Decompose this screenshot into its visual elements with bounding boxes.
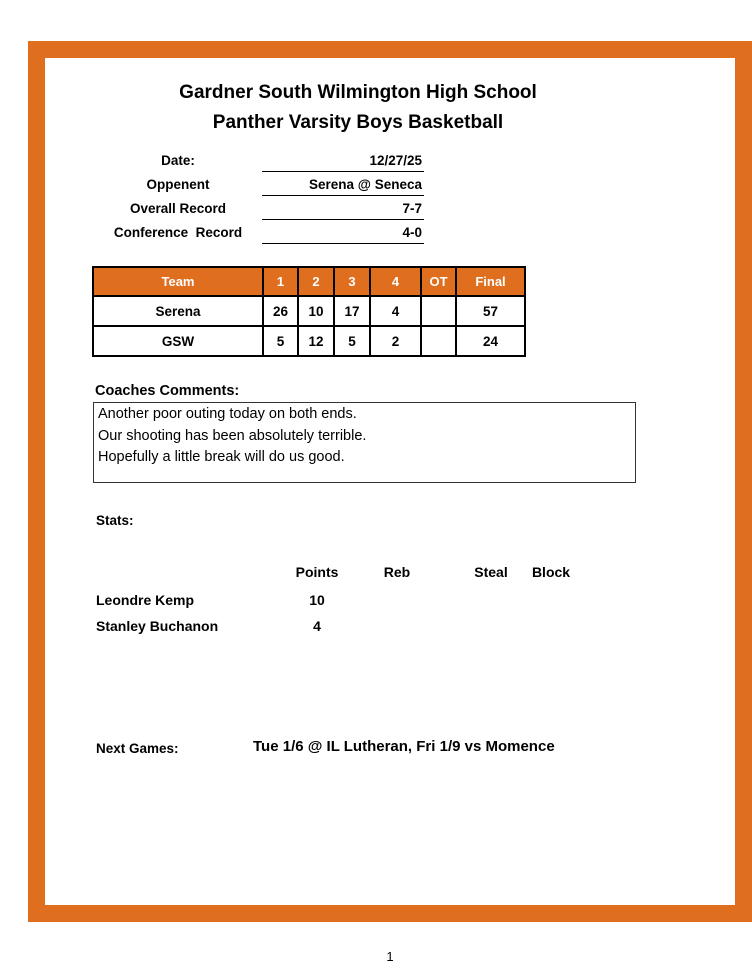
stats-column-block: Block: [531, 564, 571, 580]
player-name: Leondre Kemp: [96, 592, 195, 608]
page-number: 1: [386, 949, 394, 964]
coaches-comments-box: [93, 402, 636, 483]
comment-line: Our shooting has been absolutely terrible.: [98, 427, 367, 444]
score-header-q4: 4: [371, 268, 420, 295]
score-row2-q2: 12: [299, 327, 333, 355]
player-name: Stanley Buchanon: [96, 618, 219, 634]
comment-line: Another poor outing today on both ends.: [98, 406, 357, 422]
next-games-label: Next Games:: [96, 741, 179, 756]
coaches-comments-heading: Coaches Comments:: [95, 383, 240, 399]
player-points: 10: [309, 592, 325, 608]
score-table: [92, 266, 526, 357]
conference-record-value: 4-0: [262, 225, 424, 244]
score-row2-q3: 5: [335, 327, 369, 355]
page-title: [93, 78, 623, 138]
date-value: 12/27/25: [262, 153, 424, 172]
conference-record-label: Conference Record: [113, 225, 243, 240]
stats-column-steal: Steal: [474, 564, 508, 580]
score-row2-final: 24: [457, 327, 524, 355]
stats-column-reb: Reb: [383, 564, 411, 580]
score-row2-q4: 2: [371, 327, 420, 355]
score-row1-q4: 4: [371, 297, 420, 325]
stats-column-points: Points: [295, 564, 339, 580]
score-row1-q1: 26: [264, 297, 297, 325]
overall-record-value: 7-7: [262, 201, 424, 220]
score-row2-q1: 5: [264, 327, 297, 355]
next-games-value: Tue 1/6 @ IL Lutheran, Fri 1/9 vs Momence: [253, 738, 555, 755]
score-row1-team: Serena: [94, 297, 262, 325]
score-row1-q2: 10: [299, 297, 333, 325]
score-row1-ot: [422, 297, 455, 325]
date-label: Date:: [161, 153, 195, 168]
score-header-q2: 2: [299, 268, 333, 295]
team-name: Panther Varsity Boys Basketball: [212, 112, 504, 133]
score-header-ot: OT: [422, 268, 455, 295]
comment-line: Hopefully a little break will do us good.: [98, 449, 345, 465]
score-row1-q3: 17: [335, 297, 369, 325]
school-name: Gardner South Wilmington High School: [179, 82, 537, 103]
score-header-team: Team: [94, 268, 262, 295]
player-points: 4: [313, 618, 321, 634]
opponent-value: Serena @ Seneca: [262, 177, 424, 196]
score-header-final: Final: [457, 268, 524, 295]
stats-heading: Stats:: [96, 513, 134, 528]
overall-record-label: Overall Record: [129, 201, 227, 216]
score-row1-final: 57: [457, 297, 524, 325]
score-header-q1: 1: [264, 268, 297, 295]
score-header-q3: 3: [335, 268, 369, 295]
score-row2-ot: [422, 327, 455, 355]
score-row2-team: GSW: [94, 327, 262, 355]
opponent-label: Oppenent: [146, 177, 210, 192]
